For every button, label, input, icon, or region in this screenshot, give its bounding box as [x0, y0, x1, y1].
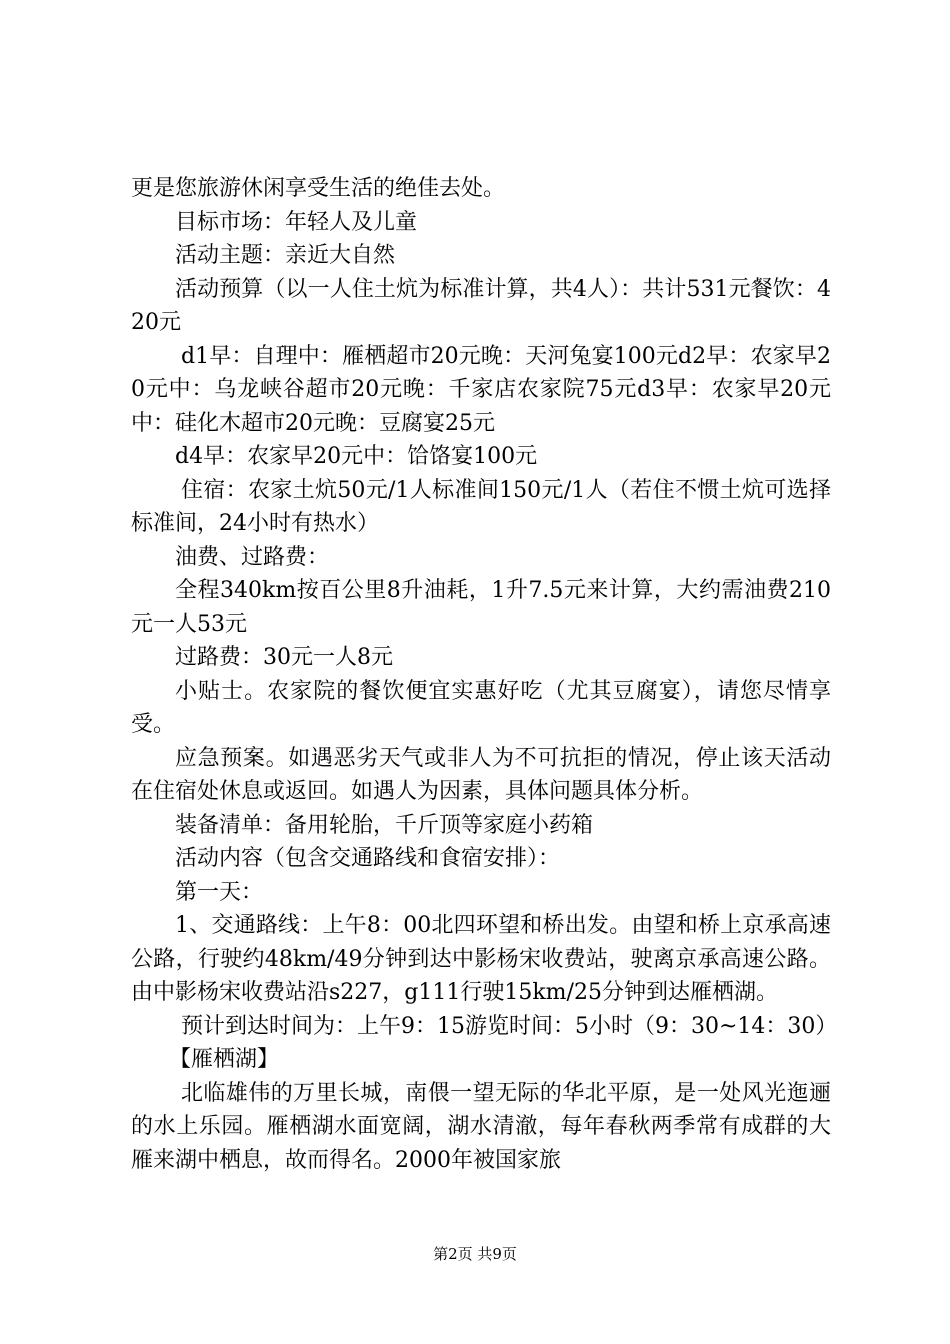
paragraph-yanqi-lake-description: 北临雄伟的万里长城，南偎一望无际的华北平原，是一处风光迤逦的水上乐园。雁栖湖水面宽阔，湖水清澈，每年春秋两季常有成群的大雁来湖中栖息，故而得名。2000年被国家旅 — [131, 1080, 831, 1173]
paragraph-equipment-list: 装备清单：备用轮胎，千斤顶等家庭小药箱 — [175, 812, 594, 838]
paragraph-day-one-heading: 第一天： — [175, 879, 264, 905]
paragraph-yanqi-lake-heading: 【雁栖湖】 — [169, 1047, 280, 1072]
paragraph-intro-continuation: 更是您旅游休闲享受生活的绝佳去处。 — [131, 176, 506, 201]
paragraph-toll-cost: 过路费：30元一人8元 — [175, 645, 393, 670]
paragraph-tips: 小贴士。农家院的餐饮便宜实惠好吃（尤其豆腐宴），请您尽情享受。 — [131, 678, 831, 737]
paragraph-emergency-plan: 应急预案。如遇恶劣天气或非人为不可抗拒的情况，停止该天活动在住宿处休息或返回。如遇人为因素，具体问题具体分析。 — [131, 745, 831, 804]
paragraph-day4-meals: d4早：农家早20元中：饸饹宴100元 — [175, 444, 538, 469]
document-body — [131, 172, 838, 1177]
paragraph-fuel-cost: 全程340km按百公里8升油耗，1升7.5元来计算，大约需油费210元一人53元 — [131, 578, 831, 637]
paragraph-activity-budget: 活动预算（以一人住土炕为标准计算，共4人）：共计531元餐饮：420元 — [131, 276, 831, 335]
paragraph-activity-theme: 活动主题：亲近大自然 — [175, 243, 396, 268]
paragraph-fuel-toll-heading: 油费、过路费： — [175, 544, 330, 570]
paragraph-traffic-route: 1、交通路线：上午8：00北四环望和桥出发。由望和桥上京承高速公路，行驶约48km/49分钟到达中影杨宋收费站，驶离京承高速公路。由中影杨宋收费站沿s227，g111行驶15km/25分钟到达雁栖湖。 — [131, 913, 831, 1005]
paragraph-activity-content: 活动内容（包含交通路线和食宿安排）： — [175, 846, 561, 871]
page-number-footer: 第2页 共9页 — [433, 1245, 517, 1263]
paragraph-meal-plan: d1早：自理中：雁栖超市20元晚：天河兔宴100元d2早：农家早20元中：乌龙峡谷超市20元晚：千家店农家院75元d3早：农家早20元中：硅化木超市20元晚：豆腐宴25元 — [131, 343, 831, 436]
paragraph-arrival-time: 预计到达时间为：上午9：15游览时间：5小时（9：30~14：30） — [181, 1013, 838, 1039]
paragraph-lodging: 住宿：农家土炕50元/1人标准间150元/1人（若住不惯土炕可选择标准间，24小时有热水） — [131, 477, 831, 536]
paragraph-target-market: 目标市场：年轻人及儿童 — [175, 209, 418, 235]
